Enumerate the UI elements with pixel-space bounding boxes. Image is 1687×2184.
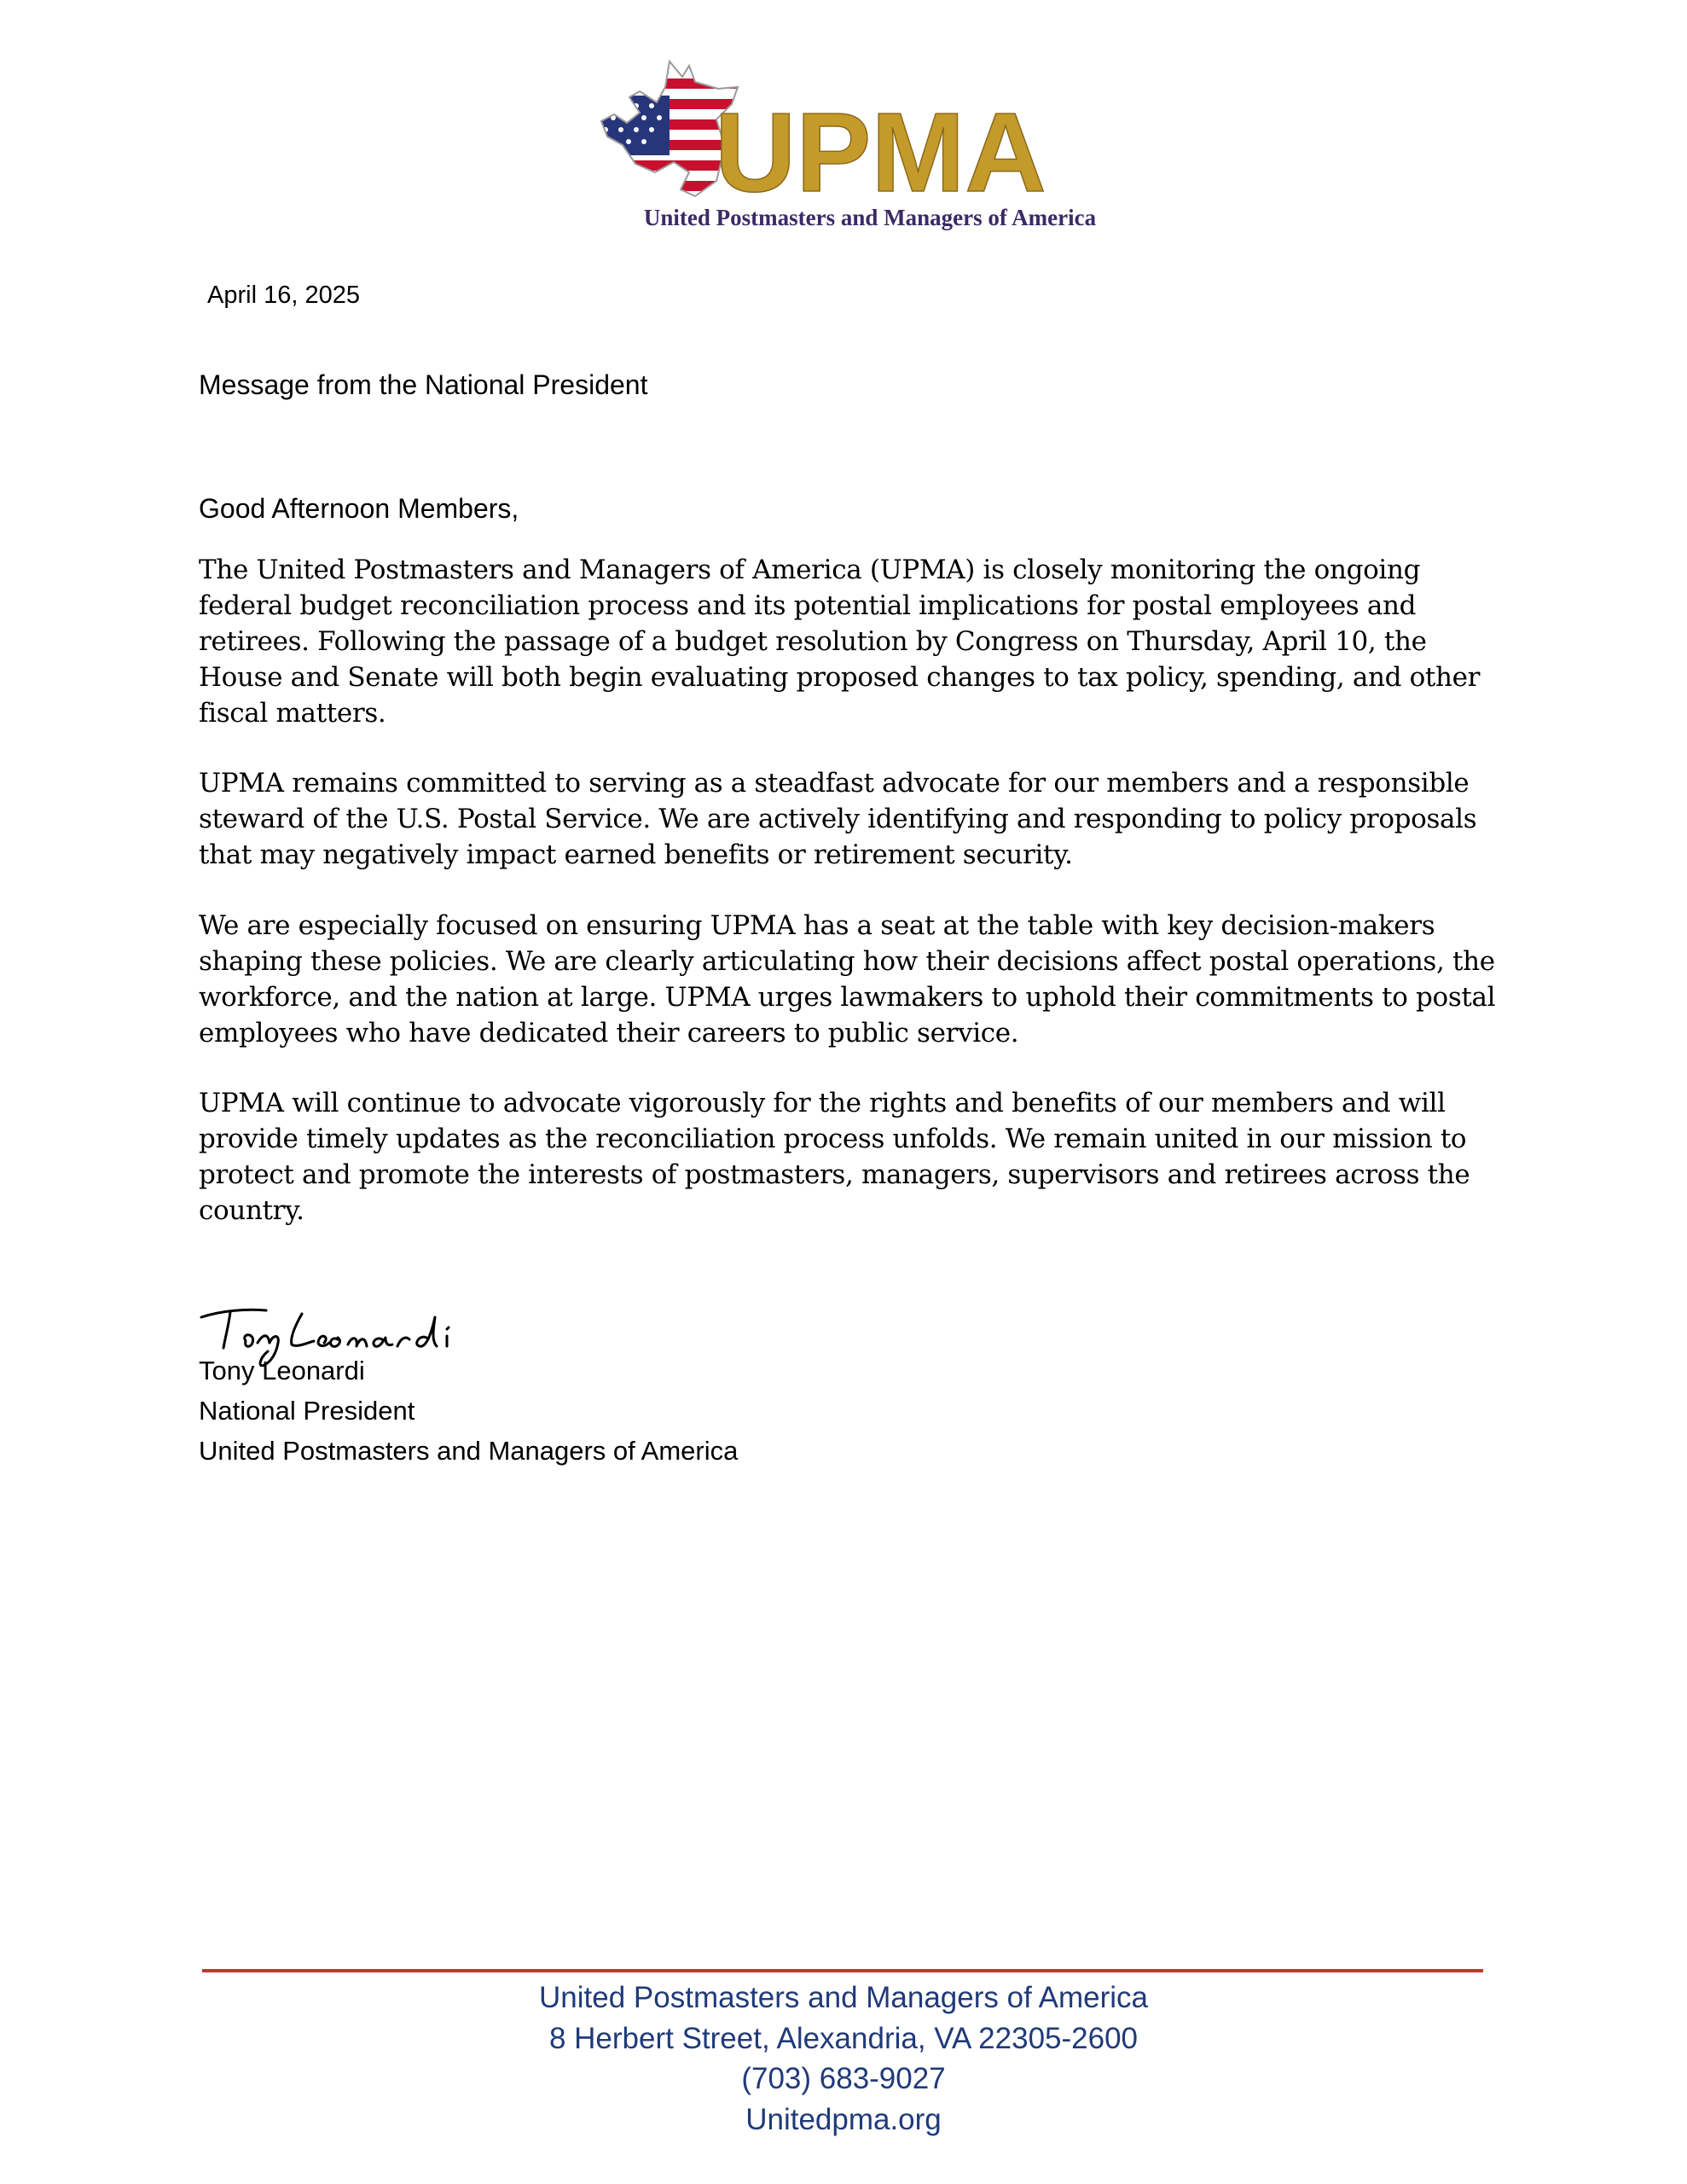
letter-date: April 16, 2025 xyxy=(207,282,360,309)
footer-organization: United Postmasters and Managers of America xyxy=(539,1981,1148,2014)
signature-block xyxy=(199,1350,738,1471)
eagle-flag-icon xyxy=(588,53,1143,206)
footer xyxy=(0,1978,1687,2140)
body-paragraph-3: We are especially focused on ensuring UPMA has a seat at the table with key decision-makers shaping these policies. We are clearly articulating how their decisions affect postal operations, the workforce, and the nation at large. UPMA urges lawmakers to uphold their commitments to postal employees who have dedicated their careers to public service. xyxy=(199,910,1496,1048)
footer-website: Unitedpma.org xyxy=(745,2102,942,2136)
footer-phone: (703) 683-9027 xyxy=(741,2062,946,2095)
footer-divider xyxy=(202,1969,1483,1972)
body-paragraph-1: The United Postmasters and Managers of America (UPMA) is closely monitoring the ongoing federal budget reconciliation process and its potential implications for postal employees and retirees. Following the passage of a budget resolution by Congress on Thursday, April 10, the House and Senate will both begin evaluating proposed changes to tax policy, spending, and other fiscal matters. xyxy=(199,555,1481,729)
signer-organization: United Postmasters and Managers of America xyxy=(199,1436,739,1466)
body-paragraph-2: UPMA remains committed to serving as a steadfast advocate for our members and a responsible steward of the U.S. Postal Service. We are actively identifying and responding to policy proposals that may negatively impact earned benefits or retirement security. xyxy=(199,768,1477,870)
signer-name: Tony Leonardi xyxy=(199,1356,365,1385)
letter-greeting: Good Afternoon Members, xyxy=(199,493,519,524)
body-paragraph-4: UPMA will continue to advocate vigorously for the rights and benefits of our members and will provide timely updates as the reconciliation process unfolds. We remain united in our mission to protect and promote the interests of postmasters, managers, supervisors and retirees across the country. xyxy=(199,1088,1470,1226)
letter-subject: Message from the National President xyxy=(199,369,648,400)
letterhead-organization-name: United Postmasters and Managers of America xyxy=(643,205,1097,230)
letterhead-logo xyxy=(588,53,1143,249)
footer-address: 8 Herbert Street, Alexandria, VA 22305-2600 xyxy=(548,2021,1139,2055)
logo-wordmark: UPMA xyxy=(715,90,1046,206)
signer-title: National President xyxy=(199,1396,415,1426)
